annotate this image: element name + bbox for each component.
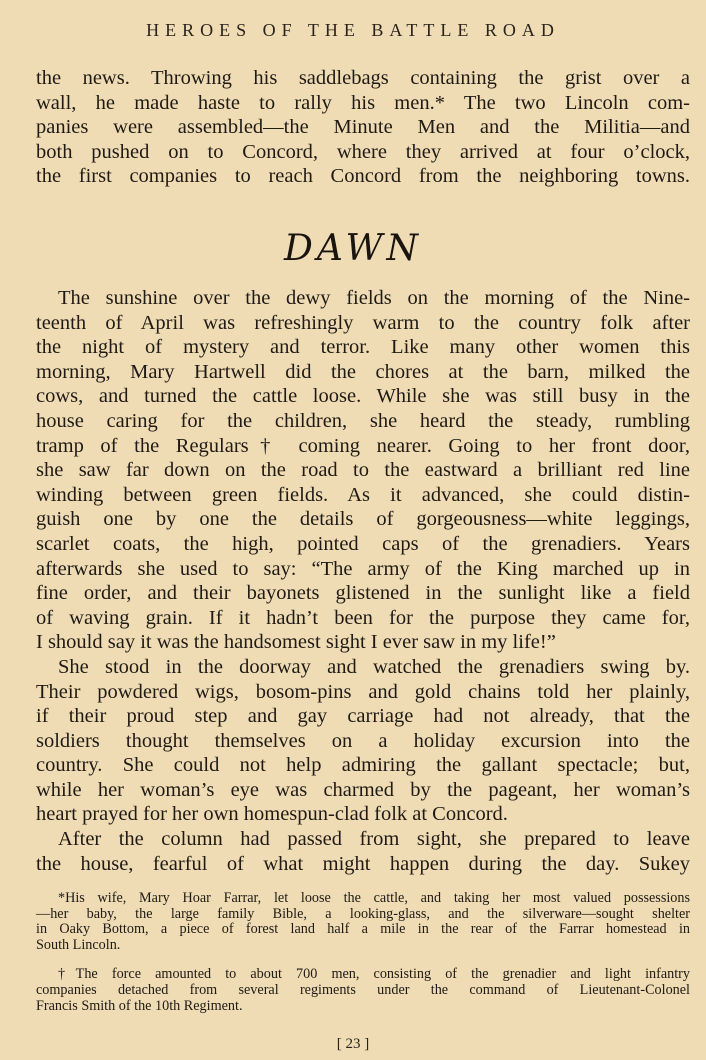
footnote-line: Francis Smith of the 10th Regiment.	[36, 997, 243, 1014]
text-line: I should say it was the handsomest sight I ever saw in my life!”	[36, 631, 556, 654]
text-line: heart prayed for her own homespun-clad folk at Concord.	[36, 803, 508, 826]
text-line: the first companies to reach Concord from the neighboring towns.	[36, 165, 690, 188]
text-line: country. She could not help admiring the gallant spectacle; but,	[36, 754, 690, 777]
intro-paragraph	[36, 66, 690, 189]
text-line: if their proud step and gay carriage had not already, that the	[36, 705, 690, 728]
footnote-spacer	[36, 953, 690, 967]
text-line: the night of mystery and terror. Like many other women this	[36, 336, 690, 359]
page-number: [ 23 ]	[336, 1036, 370, 1052]
text-line: morning, Mary Hartwell did the chores at the barn, milked the	[36, 360, 690, 383]
footnotes	[36, 891, 690, 1014]
text-line: tramp of the Regulars† coming nearer. Going to her front door,	[36, 434, 690, 457]
section-heading: DAWN	[284, 228, 422, 269]
footnote-line: companies detached from several regiments under the command of Lieutenant-Colonel	[36, 981, 690, 998]
footnote-line: †The force amounted to about 700 men, consisting of the grenadier and light infantry	[58, 966, 690, 983]
text-line: wall, he made haste to rally his men.* The two Lincoln com-	[36, 91, 690, 114]
text-line: she saw far down on the road to the eastward a brilliant red line	[36, 459, 690, 482]
footnote-line: *His wife, Mary Hoar Farrar, let loose the cattle, and taking her most valued possessions	[58, 890, 690, 906]
text-line: The sunshine over the dewy fields on the morning of the Nine-	[58, 287, 690, 309]
footnote-line: —her baby, the large family Bible, a looking-glass, and the silverware—sought shelter	[36, 905, 690, 922]
text-line: the house, fearful of what might happen during the day. Sukey	[36, 852, 690, 875]
text-line: the news. Throwing his saddlebags containing the grist over a	[36, 67, 690, 89]
text-line: panies were assembled—the Minute Men and the Militia—and	[36, 116, 690, 139]
text-line: house caring for the children, she heard the steady, rumbling	[36, 409, 690, 432]
footnote-line: South Lincoln.	[36, 936, 121, 953]
text-line: both pushed on to Concord, where they arrived at four o’clock,	[36, 140, 690, 163]
text-line: teenth of April was refreshingly warm to the country folk after	[36, 311, 690, 334]
footnote-line: in Oaky Bottom, a piece of forest land half a mile in the rear of the Farrar homestead in	[36, 921, 690, 938]
text-line: scarlet coats, the high, pointed caps of the grenadiers. Years	[36, 532, 690, 555]
text-line: fine order, and their bayonets glistened in the sunlight like a field	[36, 582, 690, 605]
text-line: After the column had passed from sight, she prepared to leave	[58, 828, 690, 851]
text-line: She stood in the doorway and watched the grenadiers swing by.	[58, 655, 690, 678]
dawn-section-text	[36, 286, 690, 876]
text-line: cows, and turned the cattle loose. While she was still busy in the	[36, 385, 690, 408]
text-line: winding between green fields. As it advanced, she could distin-	[36, 483, 690, 506]
text-line: afterwards she used to say: “The army of the King marched up in	[36, 557, 690, 580]
text-line: soldiers thought themselves on a holiday excursion into the	[36, 729, 690, 752]
text-line: guish one by one the details of gorgeousness—white leggings,	[36, 508, 690, 531]
text-line: of waving grain. If it hadn’t been for the purpose they came for,	[36, 606, 690, 629]
text-line: while her woman’s eye was charmed by the pageant, her woman’s	[36, 778, 690, 801]
text-line: Their powdered wigs, bosom-pins and gold chains told her plainly,	[36, 680, 690, 703]
running-head: HEROES OF THE BATTLE ROAD	[146, 20, 560, 40]
